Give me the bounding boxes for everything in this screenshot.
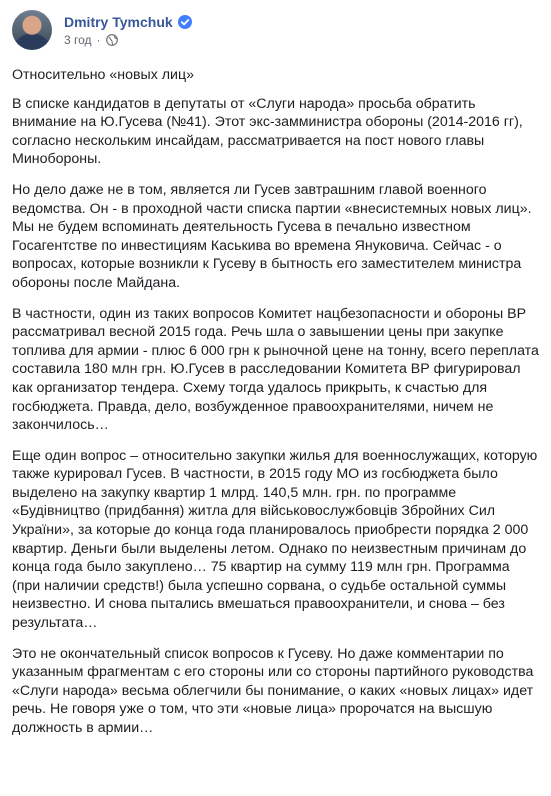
- post-paragraph: Еще один вопрос – относительно закупки жилья для военнослужащих, которую также курировал Гусев. В частности, в 2015 году МО из госбюджета было выделено на закупку квартир 1 млрд. 140,5 млн. грн. по программе «Будівництво (придбання) житла для військовослужбовців Збройних Сил України», за которые до конца года планировалось приобрести порядка 2 000 квартир. Деньги были выделены летом. Однако по неизвестным причинам до конца года было закуплено… 75 квартир на сумму 119 млн грн. Программа (при наличии средств!) была успешно сорвана, о судьбе остальной суммы неизвестно. И снова пытались вмешаться правоохранители, и снова – без результата…: [12, 447, 538, 632]
- verified-badge-icon: [178, 15, 192, 29]
- post-meta: [64, 10, 192, 47]
- post-paragraph: В списке кандидатов в депутаты от «Слуги народа» просьба обратить внимание на Ю.Гусева (№41). Этот экс-замминистра обороны (2014-2016 гг), согласно нескольким инсайдам, рассматривается на пост нового главы Минобороны.: [12, 95, 523, 168]
- author-row: [64, 14, 192, 30]
- post-timestamp-link[interactable]: 3 год: [64, 33, 92, 47]
- post-paragraph: Это не окончательный список вопросов к Гусеву. Но даже комментарии по указанным фрагментам с его стороны или со стороны партийного руководства «Слуги народа» весьма облегчили бы понимание, о каких «новых лицах» идет речь. Не говоря уже о том, что эти «новые лица» пророчатся на высшую должность в армии…: [12, 645, 534, 736]
- globe-icon[interactable]: [106, 34, 118, 46]
- meta-separator: ·: [96, 33, 101, 47]
- post-body: [12, 66, 539, 750]
- post-header: [12, 10, 192, 58]
- post-paragraph: Относительно «новых лиц»: [12, 67, 194, 83]
- author-name-link[interactable]: Dmitry Tymchuk: [64, 14, 173, 30]
- author-avatar[interactable]: [12, 10, 52, 50]
- post-subline: [64, 33, 192, 47]
- post-paragraph: Но дело даже не в том, является ли Гусев завтрашним главой военного ведомства. Он - в проходной части списка партии «внесистемных новых лиц». Мы не будем вспоминать деятельность Гусева в печально известном Госагентстве по инвестициям Каськива во времена Януковича. Сейчас - о вопросах, которые возникли к Гусеву в бытность его заместителем министра обороны после Майдана.: [12, 181, 532, 291]
- post-paragraph: В частности, один из таких вопросов Комитет нацбезопасности и обороны ВР рассматривал весной 2015 года. Речь шла о завышении цены при закупке топлива для армии - плюс 6 000 грн к рыночной цене на тонну, всего переплата составила 180 млн грн. Ю.Гусев в расследовании Комитета ВР фигурировал как организатор тендера. Схему тогда удалось прикрыть, к счастью для госбюджета. Правда, дело, возбужденное правоохранителями, ничем не закончилось…: [12, 305, 539, 434]
